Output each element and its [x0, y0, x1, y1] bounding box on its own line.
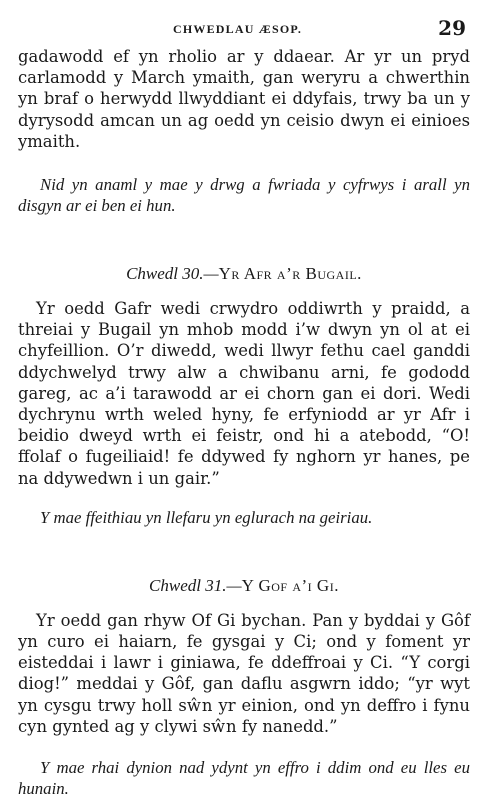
fable-30-title: Yr Afr a’r Bugail.	[218, 264, 362, 284]
fable-31-paragraph: Yr oedd gan rhyw Of Gi bychan. Pan y byddai y Gôf yn curo ei haiarn, fe gysgai y Ci; ond y foment yr eisteddai i lawr i giniawa, fe ddeffroai y Ci. “Y corgi diog!” meddai y Gôf, gan daflu asgwrn iddo; “yr wyt yn cysgu trwy holl sŵn yr einion, ond yn deffro i fynu cyn gynted ag y clywi sŵn fy nanedd.”	[18, 610, 470, 736]
fable-30-paragraph: Yr oedd Gafr wedi crwydro oddiwrth y praidd, a threiai y Bugail yn mhob modd i’w dwyn yn ol at ei chyfeillion. O’r diwedd, wedi llwyr fethu cael ganddi ddychwelyd trwy alw a chwibanu arni, fe gododd gareg, ac a’i tarawodd ar ei chorn gan ei dori. Wedi dychrynu wrth weled hyny, fe erfyniodd ar yr Afr i beidio dweyd wrth ei feistr, ond hi a atebodd, “O! ffolaf o fugeiliaid! fe ddywed fy nghorn yr hanes, pe na ddywedwn i un gair.”	[18, 299, 470, 488]
book-page	[18, 14, 470, 799]
continuation-moral: Nid yn anaml y mae y drwg a fwriada y cyfrwys i arall yn disgyn ar ei ben ei hun.	[18, 175, 470, 216]
fable-31-label: Chwedl 31.—	[149, 575, 242, 595]
fable-31-moral: Y mae rhai dynion nad ydynt yn effro i ddim ond eu lles eu hunain.	[18, 758, 470, 799]
fable-30-moral: Y mae ffeithiau yn llefaru yn eglurach na geiriau.	[40, 507, 373, 527]
page-number: 29	[438, 16, 466, 40]
continuation-paragraph: gadawodd ef yn rholio ar y ddaear. Ar yr un pryd carlamodd y March ymaith, gan weryru a chwerthin yn braf o herwydd llwyddiant ei ddyfais, trwy ba un y dyrysodd amcan un ag oedd yn ceisio dwyn ei einioes ymaith.	[18, 47, 470, 151]
fable-31-title: Y Gof a’i Gi.	[241, 575, 339, 595]
running-title: CHWEDLAU ÆSOP.	[173, 22, 303, 36]
fable-31-heading	[18, 576, 470, 596]
running-head	[18, 14, 470, 44]
fable-30-heading	[18, 264, 470, 284]
fable-30-label: Chwedl 30.—	[126, 264, 219, 284]
